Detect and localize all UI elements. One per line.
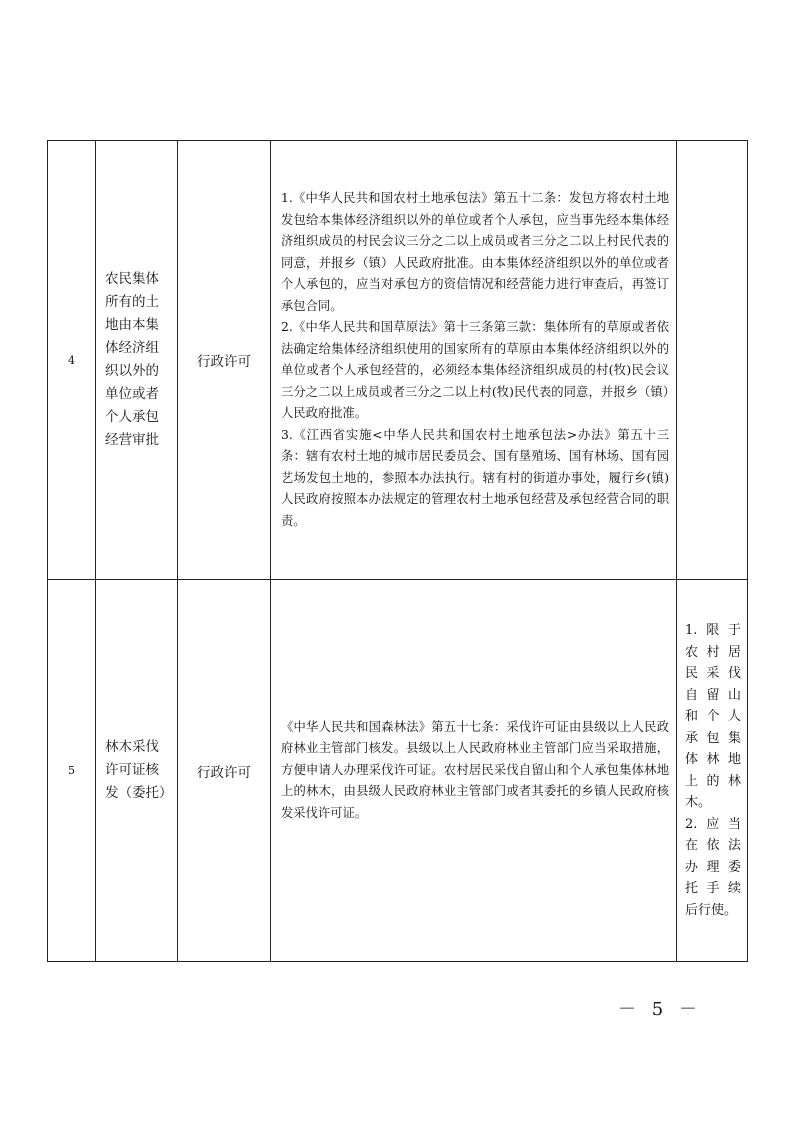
remarks-line: 办理委 [685, 859, 741, 875]
item-type: 行政许可 [178, 580, 271, 962]
remarks-line: 木。 [685, 795, 712, 810]
item-name-line: 许可证核 [105, 762, 159, 778]
item-name-line: 农民集体 [105, 271, 159, 287]
item-name-line: 发（委托） [105, 785, 173, 801]
remarks [677, 580, 748, 962]
item-name-line: 个人承包 [105, 409, 159, 425]
table-row [48, 580, 748, 962]
page-number: － 5 － [618, 999, 702, 1020]
legal-basis [271, 141, 677, 580]
remarks [677, 141, 748, 580]
remarks-line: 体林地 [685, 752, 741, 767]
remarks-line: 农村居 [685, 644, 741, 660]
legal-basis-paragraph: 2.《中华人民共和国草原法》第十三条第三款：集体所有的草原或者依法确定给集体经济组织使用的国家所有的草原由本集体经济组织以外的单位或者个人承包经营的，必须经本集体经济组织成员的村(牧)民会议三分之二以上成员或者三分之二以上村(牧)民代表的同意，并报乡（镇）人民政府批准。 [281, 320, 669, 420]
legal-basis [271, 580, 677, 962]
remarks-line: 承包集 [685, 730, 741, 746]
legal-basis-paragraph: 《中华人民共和国森林法》第五十七条：采伐许可证由县级以上人民政府林业主管部门核发。县级以上人民政府林业主管部门应当采取措施，方便申请人办理采伐许可证。农村居民采伐自留山和个人承包集体林地上的林木，由县级人民政府林业主管部门或者其委托的乡镇人民政府核发采伐许可证。 [281, 719, 669, 820]
remarks-line: 1.限于 [685, 623, 741, 638]
legal-basis-paragraph: 3.《江西省实施<中华人民共和国农村土地承包法>办法》第五十三条：辖有农村土地的城市居民委员会、国有垦殖场、国有林场、国有园艺场发包土地的，参照本办法执行。辖有村的街道办事处，履行乡(镇)人民政府按照本办法规定的管理农村土地承包经营及承包经营合同的职责。 [281, 427, 669, 528]
remarks-line: 自留山 [685, 687, 741, 703]
item-name-line: 所有的土 [105, 294, 159, 310]
item-name [96, 580, 178, 962]
item-name-line: 单位或者 [105, 386, 159, 402]
remarks-line: 后行使。 [685, 902, 738, 918]
item-type: 行政许可 [178, 141, 271, 580]
remarks-line: 民采伐 [685, 666, 741, 681]
item-name-line: 林木采伐 [105, 739, 159, 755]
remarks-line: 在依法 [685, 838, 741, 853]
table-row [48, 141, 748, 580]
remarks-line: 2.应当 [685, 816, 741, 832]
item-name [96, 141, 178, 580]
remarks-line: 上的林 [685, 773, 741, 789]
item-name-line: 织以外的 [105, 363, 159, 379]
item-name-line: 体经济组 [105, 340, 159, 356]
item-name-line: 经营审批 [105, 432, 159, 448]
row-index: 4 [48, 141, 96, 580]
remarks-line: 托手续 [685, 881, 741, 896]
admin-permit-table [47, 140, 748, 962]
row-index: 5 [48, 580, 96, 962]
remarks-line: 和个人 [685, 709, 741, 724]
legal-basis-paragraph: 1.《中华人民共和国农村土地承包法》第五十二条：发包方将农村土地发包给本集体经济组织以外的单位或者个人承包，应当事先经本集体经济组织成员的村民会议三分之二以上成员或者三分之二以上村民代表的同意，并报乡（镇）人民政府批准。由本集体经济组织以外的单位或者个人承包的，应当对承包方的资信情况和经营能力进行审查后，再签订承包合同。 [281, 191, 669, 313]
item-name-line: 地由本集 [105, 317, 159, 333]
